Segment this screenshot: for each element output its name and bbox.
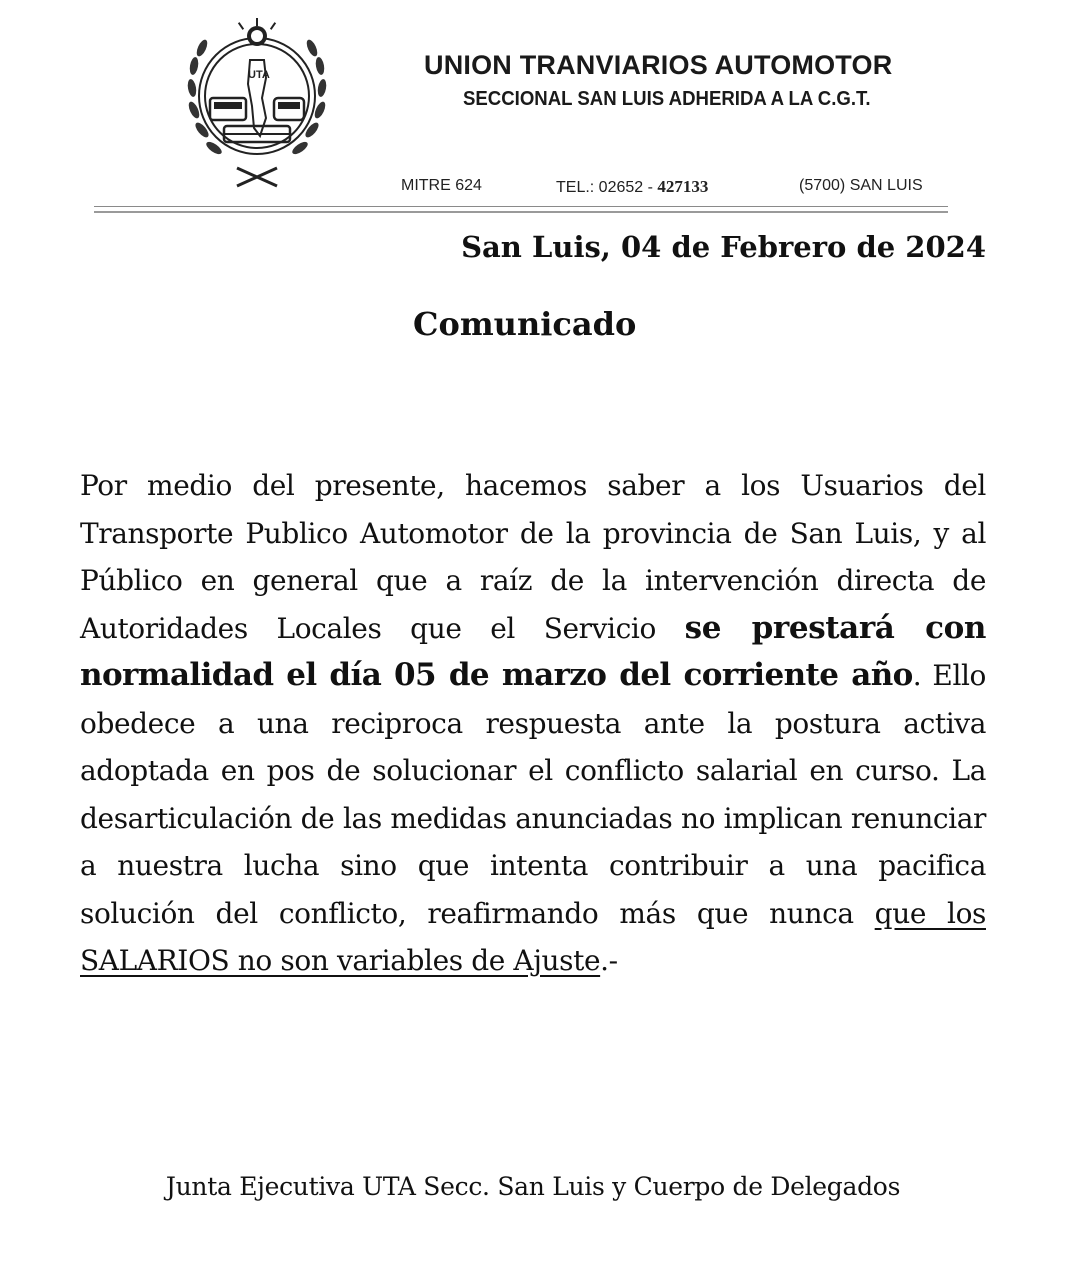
header-divider-top xyxy=(94,206,948,207)
address: MITRE 624 xyxy=(401,177,482,194)
body-paragraph xyxy=(80,462,986,985)
uta-logo xyxy=(182,18,332,190)
org-subtitle: SECCIONAL SAN LUIS ADHERIDA A LA C.G.T. xyxy=(463,88,871,110)
telephone xyxy=(556,177,708,197)
tel-number: 427133 xyxy=(657,177,709,196)
body-intro: Por medio del presente, hacemos saber a los Usuarios del Transporte Publico Automotor de la provincia de San Luis, y al Público en general que a raíz de la intervención directa de Autoridades Locales que el Servicio xyxy=(80,469,986,645)
header-divider-bottom xyxy=(94,211,948,213)
body-bold-1: se prestará con xyxy=(684,609,986,646)
org-name: UNION TRANVIARIOS AUTOMOTOR xyxy=(424,50,893,80)
letter-date: San Luis, 04 de Febrero de 2024 xyxy=(461,230,986,264)
city: (5700) SAN LUIS xyxy=(799,177,923,194)
body-underlined: que los SALARIOS no son variables de Ajuste xyxy=(80,896,986,977)
tel-label: TEL.: 02652 - xyxy=(556,179,658,196)
body-middle: . Ello obedece a una reciproca respuesta ante la postura activa adoptada en pos de solucionar el conflicto salarial en curso. La desarticulación de las medidas anunciadas no implican renunciar a nuestra lucha sino que intenta contribuir a una pacifica solución del conflicto, reafirmando más que nunca xyxy=(80,659,987,930)
document-title: Comunicado xyxy=(413,305,637,343)
signature: Junta Ejecutiva UTA Secc. San Luis y Cuerpo de Delegados xyxy=(165,1172,901,1201)
body-ending: .- xyxy=(600,944,618,977)
logo-letters-text: UTA xyxy=(248,69,270,81)
body-bold-2: normalidad el día 05 de marzo del corriente año xyxy=(80,657,913,693)
